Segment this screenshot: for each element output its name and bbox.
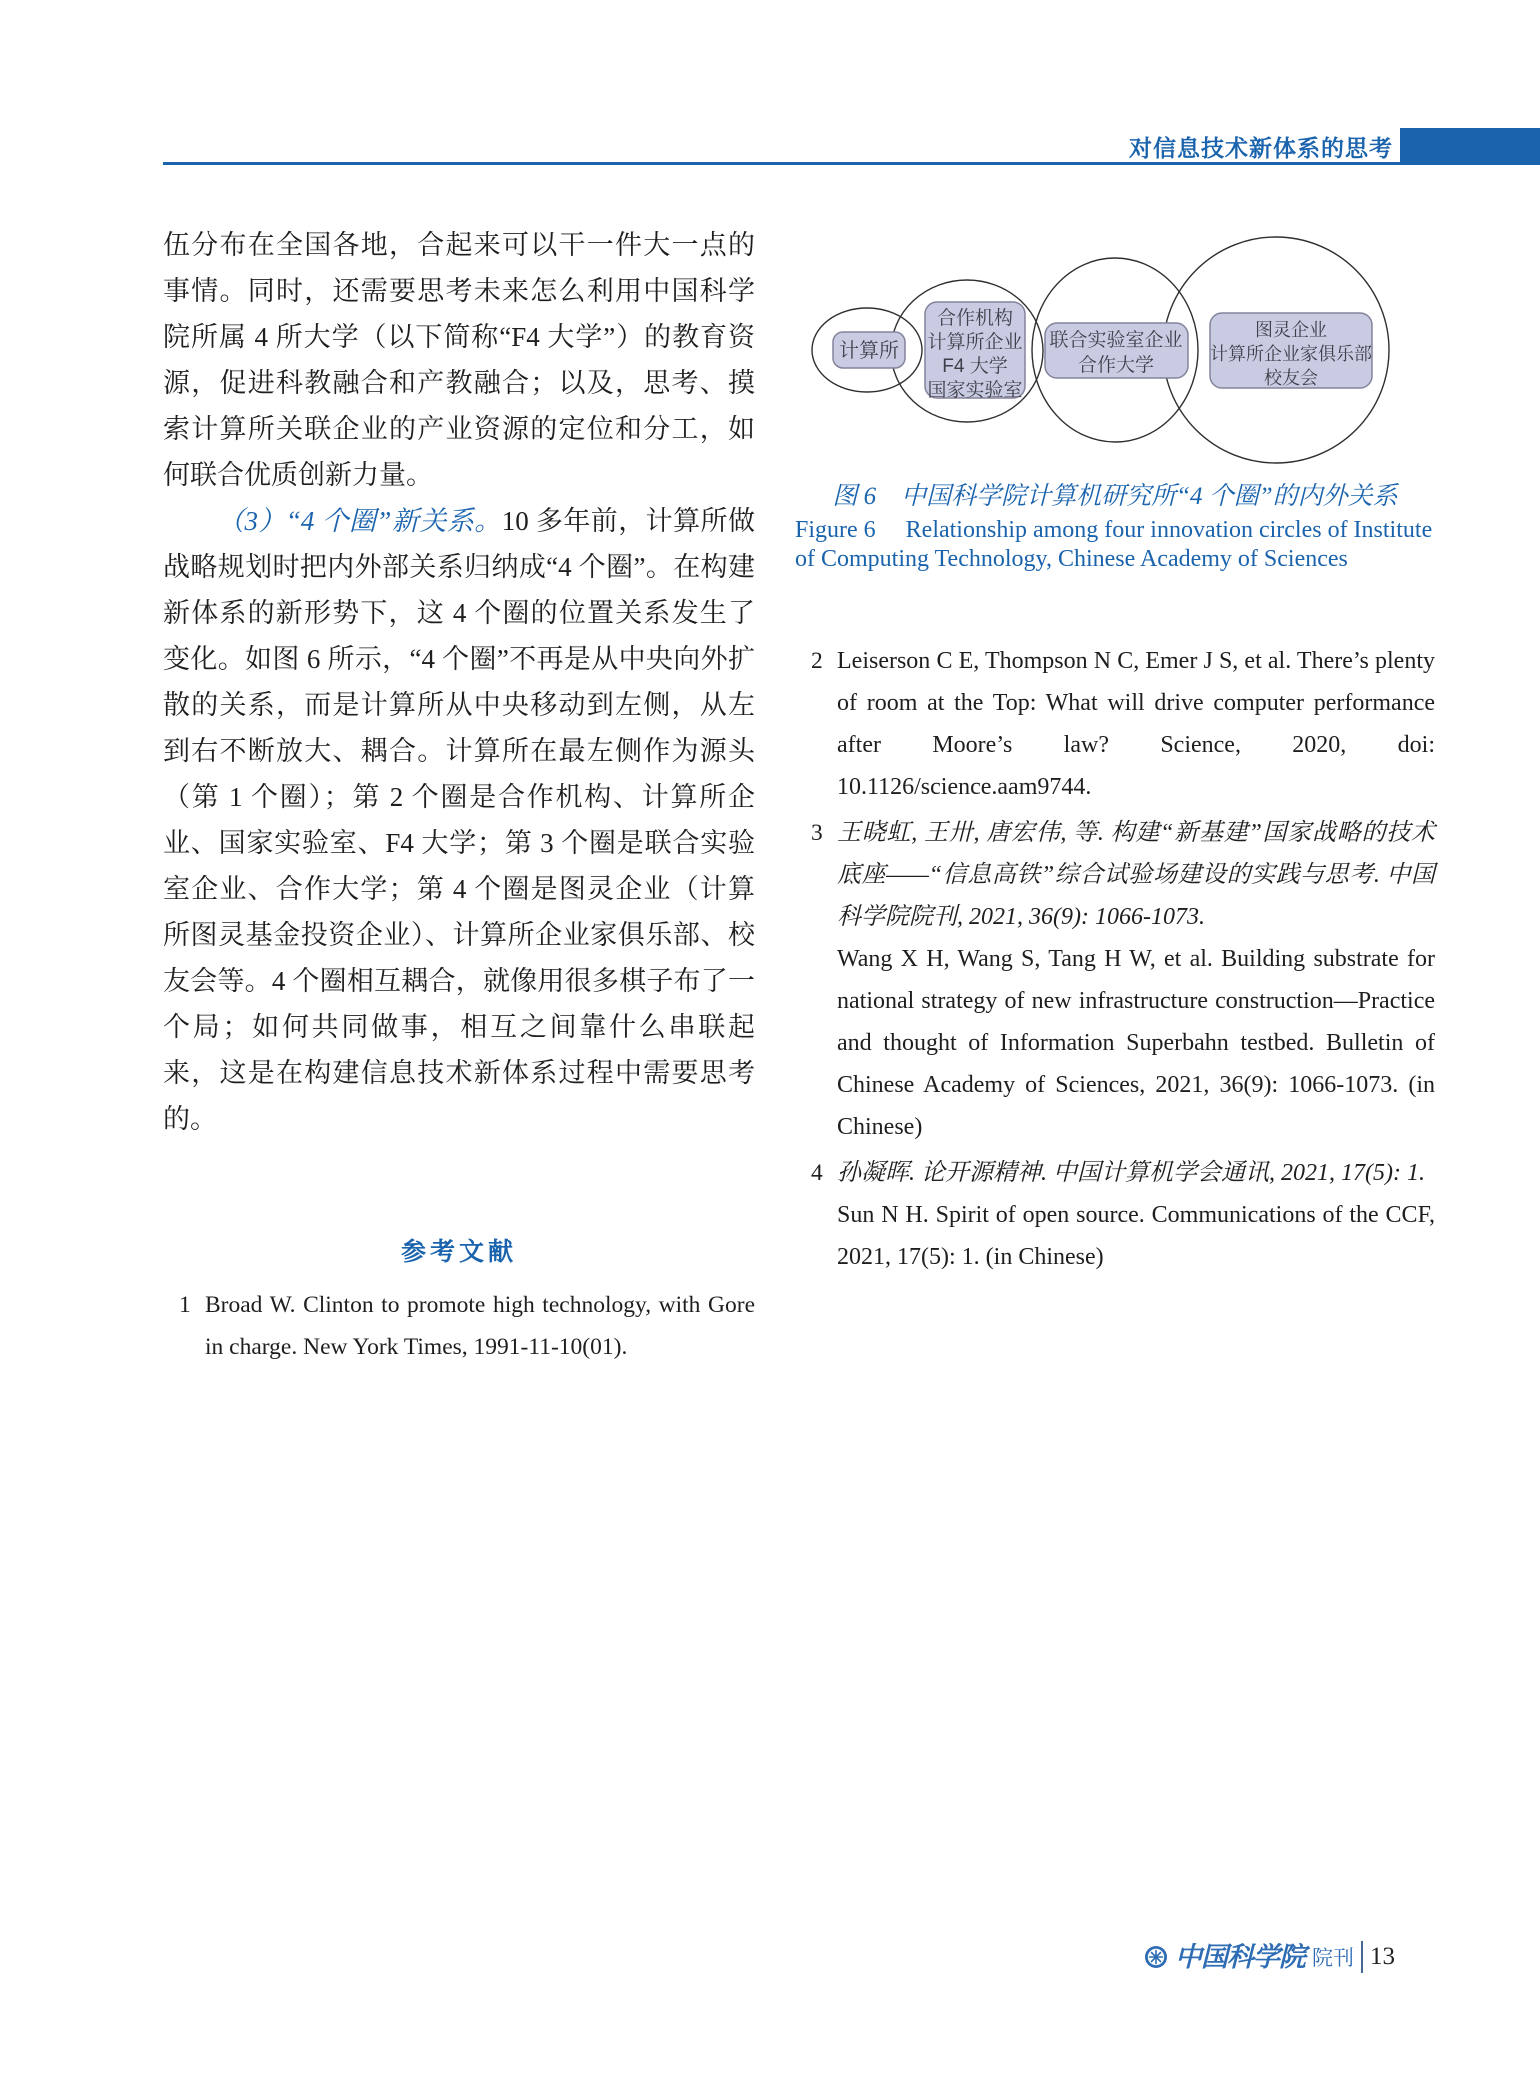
left-column <box>163 222 755 1372</box>
figure-caption-en: Figure 6 Relationship among four innovation circles of Institute of Computing Technology, Chinese Academy of Sciences <box>795 517 1433 572</box>
reference-text-en: Wang X H, Wang S, Tang H W, et al. Building substrate for national strategy of new infrastructure construction—Practice and thought of Information Superbahn testbed. Bulletin of Chinese Academy of Sciences, 2021, 36(9): 1066-1073. (in Chinese) <box>837 946 1435 1140</box>
paragraph-lead-emphasis: （3）“4 个圈”新关系。 <box>217 506 502 536</box>
reference-text-zh: 王晓虹, 王卅, 唐宏伟, 等. 构建“新基建”国家战略的技术底座——“信息高铁”综合试验场建设的实践与思考. 中国科学院院刊, 2021, 36(9): 1066-1073. <box>837 820 1435 930</box>
reference-item-4 <box>795 1152 1435 1278</box>
journal-name-calligraphy: 中国科学院 <box>1175 1942 1305 1972</box>
figure-6-diagram <box>795 200 1435 480</box>
reference-item-1 <box>163 1284 755 1368</box>
figure-box-4-label-line3: 校友会 <box>1264 368 1318 388</box>
footer-separator <box>1361 1941 1363 1973</box>
figure-box-2-label-line1: 合作机构 <box>936 308 1014 329</box>
reference-text-en: Leiserson C E, Thompson N C, Emer J S, et al. There’s plenty of room at the Top: What will drive computer performance after Moore’s law? Science, 2020, doi: 10.1126/science.aam9744. <box>837 648 1435 800</box>
figure-caption-zh: 图 6 中国科学院计算机研究所“4 个圈”的内外关系 <box>832 483 1398 510</box>
reference-item-3 <box>795 812 1435 1148</box>
reference-number: 3 <box>811 820 823 846</box>
body-paragraph-2 <box>163 498 755 1142</box>
reference-item-2 <box>795 640 1435 808</box>
paragraph-2-text: 10 多年前，计算所做战略规划时把内外部关系归纳成“4 个圈”。在构建新体系的新形势下，这 4 个圈的位置关系发生了变化。如图 6 所示，“4 个圈”不再是从中央向外扩散的关系，而是计算所从中央移动到左侧，从左到右不断放大、耦合。计算所在最左侧作为源头（第 1 个圈）；第 2 个圈是合作机构、计算所企业、国家实验室、F4 大学；第 3 个圈是联合实验室企业、合作大学；第 4 个圈是图灵企业（计算所图灵基金投资企业）、计算所企业家俱乐部、校友会等。4 个圈相互耦合，就像用很多棋子布了一个局；如何共同做事，相互之间靠什么串联起来，这是在构建信息技术新体系过程中需要思考的。 <box>163 506 755 1134</box>
reference-text: Broad W. Clinton to promote high technology, with Gore in charge. New York Times, 1991-11-10(01). <box>205 1292 755 1360</box>
body-paragraph-1: 伍分布在全国各地，合起来可以干一件大一点的事情。同时，还需要思考未来怎么利用中国科学院所属 4 所大学（以下简称“F4 大学”）的教育资源，促进科教融合和产教融合；以及，思考、摸索计算所关联企业的产业资源的定位和分工，如何联合优质创新力量。 <box>163 230 755 490</box>
figure-box-3-label-line2: 合作大学 <box>1077 355 1155 376</box>
journal-suffix: 院刊 <box>1312 1947 1354 1970</box>
reference-list-left <box>163 1284 755 1368</box>
figure-box-2-label-line4: 国家实验室 <box>927 380 1023 401</box>
figure-box-1-label: 计算所 <box>839 340 899 362</box>
header-accent-block <box>1400 128 1540 165</box>
reference-number: 1 <box>179 1292 191 1318</box>
page-number: 13 <box>1370 1943 1395 1970</box>
reference-number: 2 <box>811 648 823 674</box>
figure-box-4-label-line2: 计算所企业家俱乐部 <box>1210 344 1372 364</box>
running-head-title: 对信息技术新体系的思考 <box>1129 135 1393 161</box>
figure-box-4-label-line1: 图灵企业 <box>1255 320 1327 340</box>
page-footer <box>1144 1936 1395 1978</box>
reference-text-en: Sun N H. Spirit of open source. Communications of the CCF, 2021, 17(5): 1. (in Chinese) <box>837 1202 1435 1270</box>
cas-emblem-icon <box>1144 1945 1168 1969</box>
figure-box-2-label-line3: F4 大学 <box>942 356 1008 377</box>
reference-number: 4 <box>811 1160 823 1186</box>
references-heading: 参考文献 <box>400 1238 517 1266</box>
header-rule <box>163 162 1540 165</box>
right-column <box>795 200 1435 1282</box>
figure-box-3-label-line1: 联合实验室企业 <box>1049 330 1183 351</box>
reference-list-right <box>795 640 1435 1278</box>
figure-box-2-label-line2: 计算所企业 <box>927 332 1023 353</box>
reference-text-zh: 孙凝晖. 论开源精神. 中国计算机学会通讯, 2021, 17(5): 1. <box>837 1160 1425 1186</box>
